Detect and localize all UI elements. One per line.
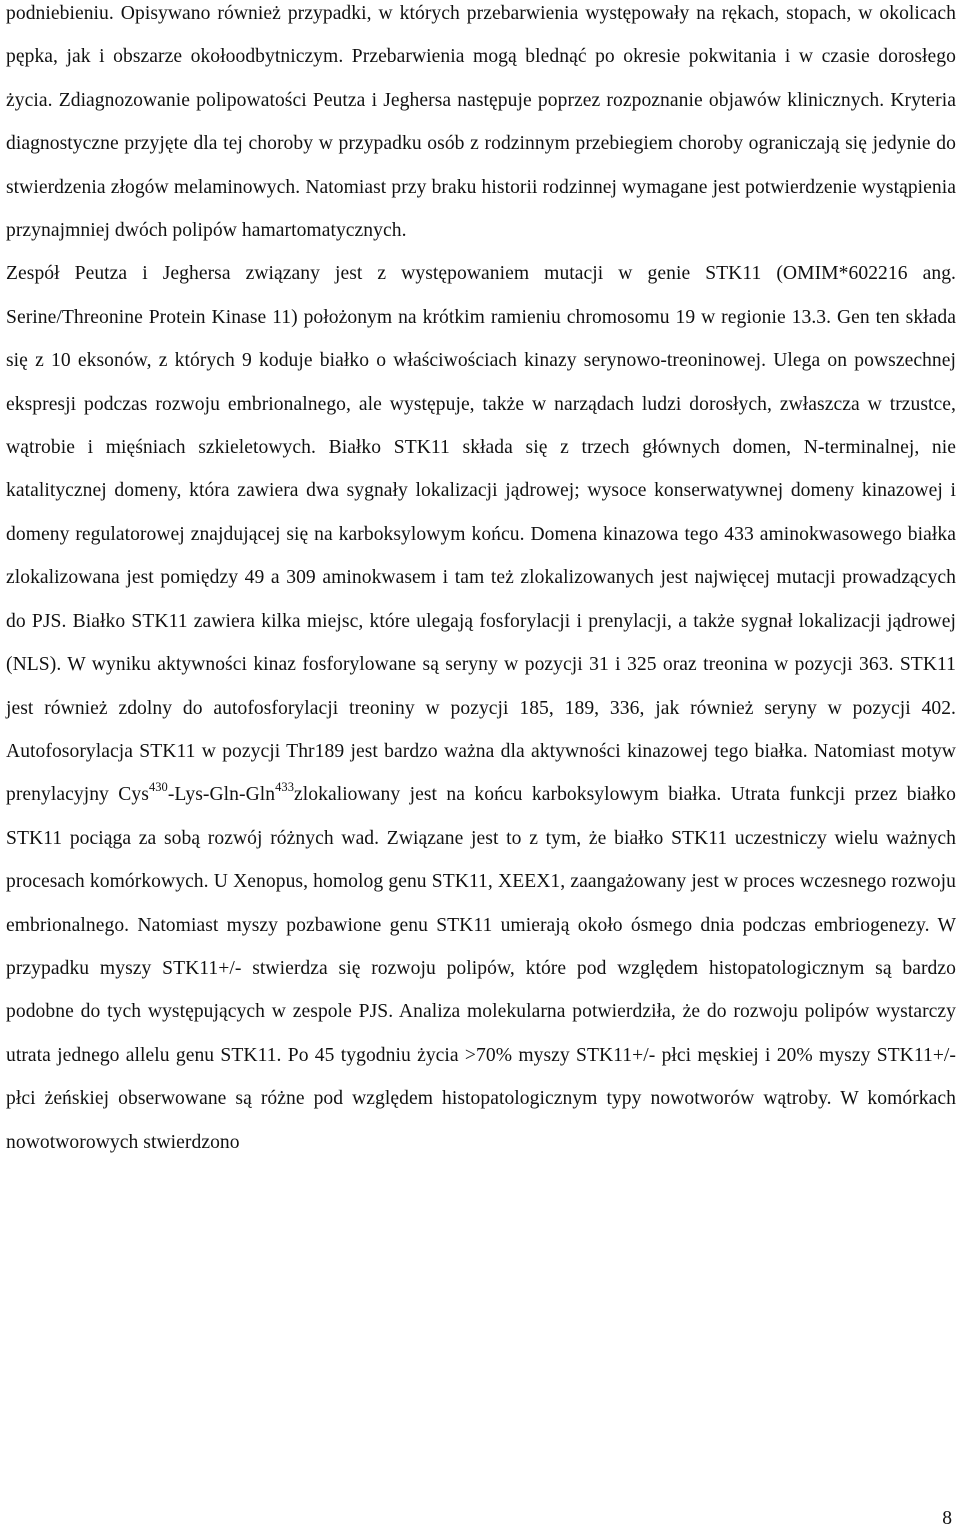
page-number: 8 xyxy=(942,1508,952,1529)
superscript-430: 430 xyxy=(148,780,168,795)
superscript-433: 433 xyxy=(275,780,295,795)
paragraph-2-text-a: Zespół Peutza i Jeghersa związany jest z występowaniem mutacji w genie STK11 (OMIM*602216 ang. Serine/Threonine Protein Kinase 11) położonym na krótkim ramieniu chromosomu 19 w regionie 13.3. Gen ten składa się z 10 eksonów, z których 9 koduje białko o właściwościach kinazy serynowo-treoninowej. Ulega on powszechnej ekspresji podczas rozwoju embrionalnego, ale występuje, także w narządach ludzi dorosłych, zwłaszcza w trzustce, wątrobie i mięśniach szkieletowych. Białko STK11 składa się z trzech głównych domen, N-terminalnej, nie katalitycznej domeny, która zawiera dwa sygnały lokalizacji jądrowej; wysoce konserwatywnej domeny kinazowej i domeny regulatorowej znajdującej się na karboksylowym końcu. Domena kinazowa tego 433 aminokwasowego białka zlokalizowana jest pomiędzy 49 a 309 aminokwasem i tam też zlokalizowanych jest najwięcej mutacji prowadzących do PJS. Białko STK11 zawiera kilka miejsc, które ulegają fosforylacji i prenylacji, a także sygnał lokalizacji jądrowej (NLS). W wyniku aktywności kinaz fosforylowane są seryny w pozycji 31 i 325 oraz treonina w pozycji 363. STK11 jest również zdolny do autofosforylacji treoniny w pozycji 185, 189, 336, jak również seryny w pozycji 402. Autofosorylacja STK11 w pozycji Thr189 jest bardzo ważna dla aktywności kinazowej tego białka. Natomiast motyw prenylacyjny Cys xyxy=(6,263,956,806)
paragraph-2-text-b: -Lys-Gln-Gln xyxy=(167,784,276,806)
paragraph-1: podniebieniu. Opisywano również przypadki, w których przebarwienia występowały na rękach, stopach, w okolicach pępka, jak i obszarze okołoodbytniczym. Przebarwienia mogą blednąć po okresie pokwitania i w czasie dorosłego życia. Zdiagnozowanie polipowatości Peutza i Jeghersa następuje poprzez rozpoznanie objawów klinicznych. Kryteria diagnostyczne przyjęte dla tej choroby w przypadku osób z rodzinnym przebiegiem choroby ograniczają się jedynie do stwierdzenia złogów melaminowych. Natomiast przy braku historii rodzinnej wymagane jest potwierdzenie wystąpienia przynajmniej dwóch polipów hamartomatycznych. xyxy=(6,3,956,242)
paragraph-2-text-c: zlokaliowany jest na końcu karboksylowym białka. Utrata funkcji przez białko STK11 pociąga za sobą rozwój różnych wad. Związane jest to z tym, że białko STK11 uczestniczy wielu ważnych procesach komórkowych. U Xenopus, homolog genu STK11, XEEX1, zaangażowany jest w proces wczesnego rozwoju embrionalnego. Natomiast myszy pozbawione genu STK11 umierają około ósmego dnia podczas embriogenezy. W przypadku myszy STK11+/- stwierdza się rozwoju polipów, które pod względem histopatologicznym są bardzo podobne do tych występujących w zespole PJS. Analiza molekularna potwierdziła, że do rozwoju polipów wystarczy utrata jednego allelu genu STK11. Po 45 tygodniu życia >70% myszy STK11+/- płci męskiej i 20% myszy STK11+/- płci żeńskiej obserwowane są różne pod względem histopatologicznym typy nowotworów wątroby. W komórkach nowotworowych stwierdzono xyxy=(6,784,956,1153)
paragraph-2 xyxy=(6,252,956,1164)
document-page xyxy=(6,0,956,1164)
